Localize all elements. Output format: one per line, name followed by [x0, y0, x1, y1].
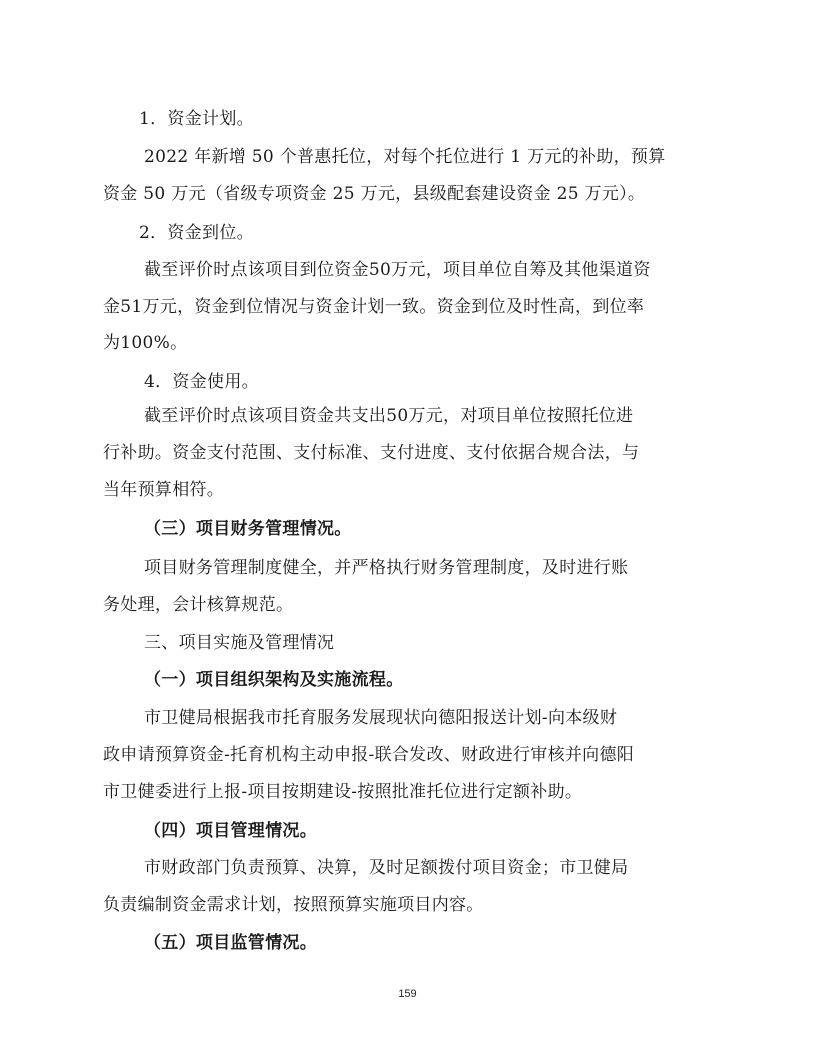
paragraph-line: 为100%。 — [103, 333, 188, 353]
paragraph-line: 截至评价时点该项目到位资金50万元，项目单位自筹及其他渠道资 — [144, 260, 651, 280]
paragraph-line: 政申请预算资金-托育机构主动申报-联合发改、财政进行审核并向德阳 — [103, 745, 635, 765]
page-number: 159 — [398, 988, 417, 1000]
paragraph-line: 务处理，会计核算规范。 — [103, 595, 294, 615]
paragraph-line: 行补助。资金支付范围、支付标准、支付进度、支付依据合规合法，与 — [103, 443, 640, 463]
paragraph-line: 项目财务管理制度健全，并严格执行财务管理制度，及时进行账 — [144, 558, 629, 578]
paragraph-line: 市卫健局根据我市托育服务发展现状向德阳报送计划-向本级财 — [144, 708, 618, 728]
section-heading-organization: （一）项目组织架构及实施流程。 — [144, 670, 404, 690]
heading-funding-plan: 1．资金计划。 — [139, 109, 254, 129]
paragraph-line: 负责编制资金需求计划，按照预算实施项目内容。 — [103, 895, 484, 915]
paragraph-line: 资金 50 万元（省级专项资金 25 万元，县级配套建设资金 25 万元）。 — [103, 184, 646, 204]
paragraph-line: 截至评价时点该项目资金共支出50万元，对项目单位按照托位进 — [144, 406, 634, 426]
heading-funds-use: 4．资金使用。 — [144, 372, 259, 392]
paragraph-line: 市卫健委进行上报-项目按期建设-按照批准托位进行定额补助。 — [103, 782, 583, 802]
section-heading-finance-management: （三）项目财务管理情况。 — [144, 519, 352, 539]
paragraph-line: 金51万元，资金到位情况与资金计划一致。资金到位及时性高，到位率 — [103, 297, 645, 317]
section-heading-implementation: 三、项目实施及管理情况 — [144, 633, 335, 653]
section-heading-project-management: （四）项目管理情况。 — [144, 821, 317, 841]
paragraph-line: 市财政部门负责预算、决算，及时足额拨付项目资金；市卫健局 — [144, 858, 629, 878]
section-heading-supervision: （五）项目监管情况。 — [144, 933, 317, 953]
paragraph-line: 当年预算相符。 — [103, 480, 225, 500]
paragraph-line: 2022 年新增 50 个普惠托位，对每个托位进行 1 万元的补助，预算 — [144, 147, 666, 167]
heading-funds-in-place: 2．资金到位。 — [139, 223, 254, 243]
